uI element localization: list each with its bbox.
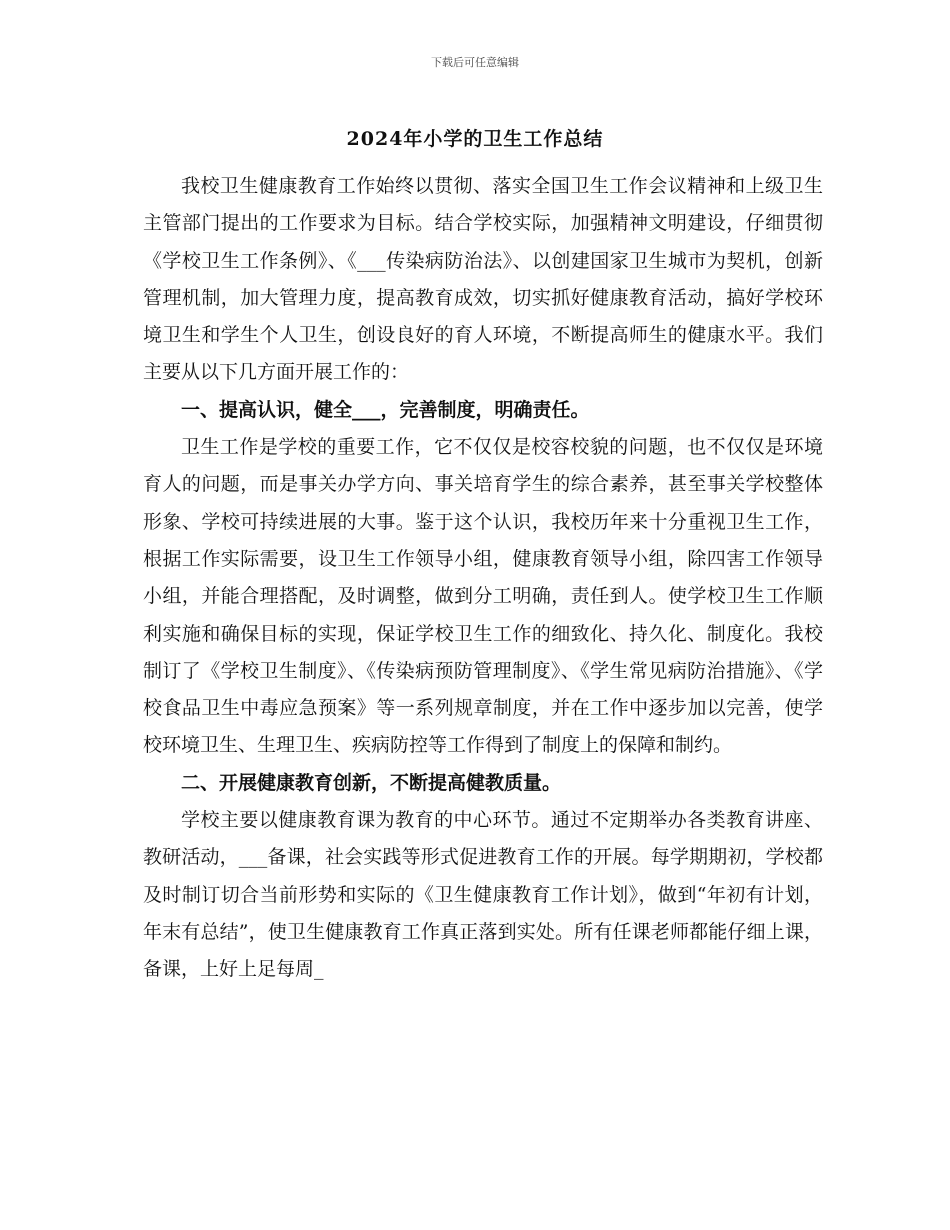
- document-body: [143, 168, 823, 989]
- intro-paragraph: 我校卫生健康教育工作始终以贯彻、落实全国卫生工作会议精神和上级卫生主管部门提出的工作要求为目标。结合学校实际，加强精神文明建设，仔细贯彻《学校卫生工作条例》、《___传染病防治法》、以创建国家卫生城市为契机，创新管理机制，加大管理力度，提高教育成效，切实抓好健康教育活动，搞好学校环境卫生和学生个人卫生，创设良好的育人环境，不断提高师生的健康水平。我们主要从以下几方面开展工作的：: [143, 175, 823, 384]
- section-1-paragraph: 卫生工作是学校的重要工作，它不仅仅是校容校貌的问题，也不仅仅是环境育人的问题，而是事关办学方向、事关培育学生的综合素养，甚至事关学校整体形象、学校可持续进展的大事。鉴于这个认识，我校历年来十分重视卫生工作，根据工作实际需要，设卫生工作领导小组，健康教育领导小组，除四害工作领导小组，并能合理搭配，及时调整，做到分工明确，责任到人。使学校卫生工作顺利实施和确保目标的实现，保证学校卫生工作的细致化、持久化、制度化。我校制订了《学校卫生制度》、《传染病预防管理制度》、《学生常见病防治措施》、《学校食品卫生中毒应急预案》等一系列规章制度，并在工作中逐步加以完善，使学校环境卫生、生理卫生、疾病防控等工作得到了制度上的保障和制约。: [143, 436, 823, 757]
- page-header-note: 下载后可任意编辑: [431, 56, 519, 69]
- document-title: 2024年小学的卫生工作总结: [346, 128, 604, 150]
- section-heading-2: 二、开展健康教育创新，不断提高健教质量。: [181, 771, 562, 794]
- section-2-paragraph: 学校主要以健康教育课为教育的中心环节。通过不定期举办各类教育讲座、教研活动，___备课，社会实践等形式促进教育工作的开展。每学期期初，学校都及时制订切合当前形势和实际的《卫生健康教育工作计划》，做到“年初有计划，年末有总结”，使卫生健康教育工作真正落到实处。所有任课老师都能仔细上课，备课，上好上足每周_: [143, 809, 823, 981]
- section-heading-1: 一、提高认识，健全___，完善制度，明确责任。: [181, 398, 590, 421]
